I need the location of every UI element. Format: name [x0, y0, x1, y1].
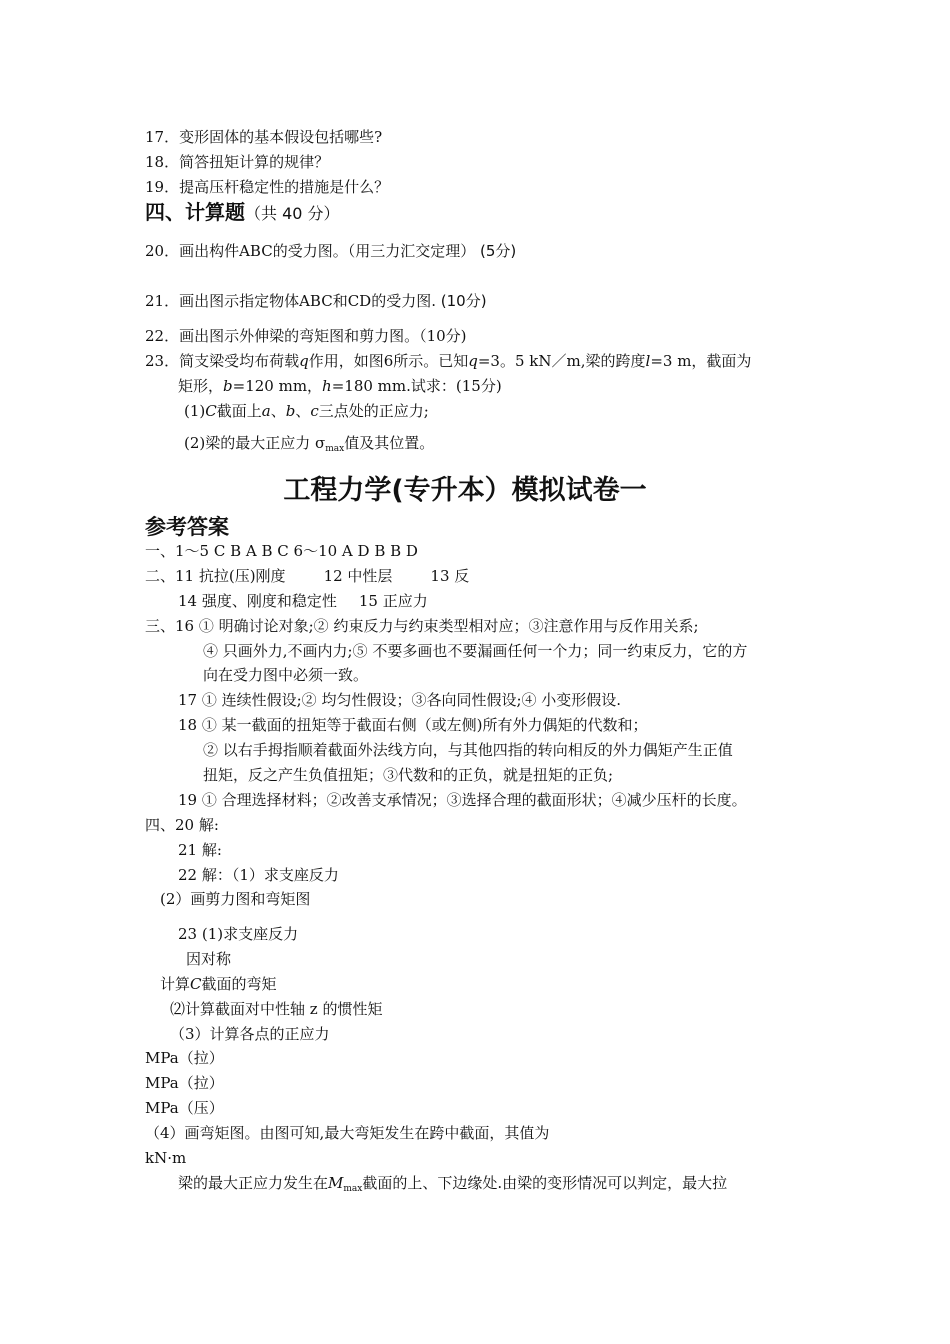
question-23-part-1 — [184, 401, 429, 421]
q23-text: 矩形， — [178, 377, 224, 395]
a23-symbol-M: M — [328, 1174, 344, 1192]
answer-23-line-4: ⑵计算截面对中性轴 z 的惯性矩 — [170, 1000, 383, 1018]
answer-16-line-3: 向在受力图中必须一致。 — [203, 666, 369, 684]
answer-23-line-3 — [160, 974, 277, 994]
q23-text: =3 m，截面为 — [650, 352, 752, 370]
answer-18-line-1: 18 ① 某一截面的扭矩等于截面右侧（或左侧)所有外力偶矩的代数和； — [178, 716, 648, 734]
q23-text: =3。5 kN／m,梁的跨度 — [477, 352, 646, 370]
q23-subscript-max: max — [325, 444, 345, 454]
answer-16-line-1: 三、16 ① 明确讨论对象;② 约束反力与约束类型相对应；③注意作用与反作用关系; — [145, 617, 699, 635]
q23-text: 截面上 — [216, 402, 262, 420]
answer-23-line-2: 因对称 — [186, 950, 232, 968]
q23-symbol-q: q — [299, 352, 309, 370]
answer-17: 17 ① 连续性假设;② 均匀性假设；③各向同性假设;④ 小变形假设. — [178, 691, 622, 709]
q23-text: 作用，如图6所示。已知 — [308, 352, 469, 370]
answer-23-line-1: 23 (1)求支座反力 — [178, 925, 299, 943]
section-4-points: （共 40 分） — [245, 204, 340, 223]
a23-symbol-C: C — [190, 975, 202, 993]
answers-heading: 参考答案 — [145, 515, 229, 539]
answer-23-line-6: （4）画弯矩图。由图可知,最大弯矩发生在跨中截面，其值为 — [145, 1124, 550, 1142]
question-20 — [145, 241, 516, 261]
answer-15: 15 正应力 — [358, 592, 428, 610]
question-23-line-2 — [178, 376, 502, 396]
q23-symbol-b: b — [223, 377, 233, 395]
q23-symbol-c: c — [310, 402, 319, 420]
answer-23-last-line — [178, 1173, 727, 1199]
stress-result-1: MPa（拉） — [145, 1049, 224, 1067]
q23-text: 、 — [295, 402, 311, 420]
question-20-points: (5分) — [479, 242, 517, 260]
answer-16-line-2: ④ 只画外力,不画内力;⑤ 不要多画也不要漏画任何一个力；同一约束反力，它的方 — [203, 642, 748, 660]
q23-symbol-C: C — [205, 402, 217, 420]
a23-subscript-max: max — [343, 1184, 363, 1194]
question-19: 19．提高压杆稳定性的措施是什么？ — [145, 178, 390, 196]
question-21-text: 21．画出图示指定物体ABC和CD的受力图. — [145, 292, 436, 310]
answer-11: 二、11 抗拉(压)刚度 — [145, 567, 286, 585]
question-18: 18．简答扭矩计算的规律？ — [145, 153, 330, 171]
answer-14: 14 强度、刚度和稳定性 — [178, 592, 337, 610]
a23-text: 截面的弯矩 — [201, 975, 277, 993]
answer-13: 13 反 — [430, 567, 470, 585]
q23-text: (2)梁的最大正应力 σ — [184, 434, 326, 452]
q23-symbol-l: l — [645, 352, 651, 370]
moment-unit: kN·m — [145, 1149, 187, 1167]
answer-22-line-2: (2）画剪力图和弯矩图 — [160, 890, 311, 908]
q23-text: =180 mm.试求：(15分) — [331, 377, 502, 395]
question-20-text: 20．画出构件ABC的受力图。（用三力汇交定理） — [145, 242, 476, 260]
question-23-part-2 — [184, 433, 434, 459]
q23-symbol-b: b — [285, 402, 296, 420]
q23-text: =120 mm， — [232, 377, 323, 395]
answer-21: 21 解: — [178, 841, 222, 859]
q23-text: (1) — [184, 402, 206, 420]
answer-choice: 一、1～5 C B A B C 6～10 A D B B D — [145, 542, 418, 560]
section-4-heading — [145, 199, 340, 227]
answer-fill-row-2 — [178, 591, 428, 611]
q23-text: 值及其位置。 — [344, 434, 435, 452]
q23-text: 、 — [270, 402, 286, 420]
q23-symbol-q: q — [468, 352, 478, 370]
a23-text: 计算 — [160, 975, 191, 993]
answer-12: 12 中性层 — [323, 567, 393, 585]
question-23-line-1 — [145, 351, 751, 371]
exam-title: 工程力学(专升本）模拟试卷一 — [283, 475, 647, 506]
question-22: 22．画出图示外伸梁的弯矩图和剪力图。（10分) — [145, 327, 467, 345]
q23-text: 三点处的正应力; — [318, 402, 429, 420]
question-21-points: (10分) — [440, 292, 487, 310]
answer-23-line-5: （3）计算各点的正应力 — [170, 1025, 330, 1043]
section-4-title: 四、计算题 — [145, 200, 245, 224]
a23-text: 截面的上、下边缘处.由梁的变形情况可以判定，最大拉 — [362, 1174, 728, 1192]
a23-text: 梁的最大正应力发生在 — [178, 1174, 329, 1192]
answer-19: 19 ① 合理选择材料；②改善支承情况；③选择合理的截面形状；④减少压杆的长度。 — [178, 791, 747, 809]
q23-text: 23．简支梁受均布荷载 — [145, 352, 300, 370]
answer-22-line-1: 22 解：（1）求支座反力 — [178, 866, 339, 884]
stress-result-3: MPa（压） — [145, 1099, 224, 1117]
q23-symbol-a: a — [261, 402, 271, 420]
answer-fill-row-1 — [145, 566, 469, 586]
q23-symbol-h: h — [322, 377, 332, 395]
question-21 — [145, 291, 487, 311]
answer-20: 四、20 解: — [145, 816, 219, 834]
answer-18-line-3: 扭矩，反之产生负值扭矩；③代数和的正负，就是扭矩的正负; — [203, 766, 614, 784]
answer-18-line-2: ② 以右手拇指顺着截面外法线方向，与其他四指的转向相反的外力偶矩产生正值 — [203, 741, 733, 759]
stress-result-2: MPa（拉） — [145, 1074, 224, 1092]
question-17: 17．变形固体的基本假设包括哪些? — [145, 128, 383, 146]
